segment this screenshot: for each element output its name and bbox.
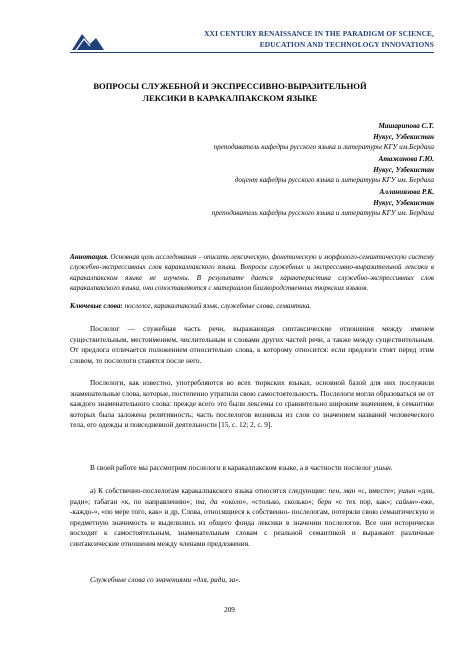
author-block-1: [60, 121, 434, 153]
p4-text: «для, ради»; табаган «к, по направлению»;: [70, 486, 434, 506]
author-block-2: [60, 154, 434, 186]
author-position: доцент кафедры русского языка и литературы КГУ им. Бердаха: [234, 176, 434, 185]
header-divider: [70, 52, 434, 53]
body-paragraph-4: [70, 486, 434, 550]
article-title: [60, 80, 400, 104]
p4-text: «с тех пор, как»;: [331, 496, 396, 506]
author-block-3: [60, 187, 434, 219]
p3-end: .: [390, 463, 393, 472]
body-paragraph-2: Послелоги, как известно, употребляются во всех тюркских языках, основной базой для них послужили знаменательные слова, которые, постепенно утратили свою самостоятельность. Послелоги могли образоваться не от каждого знаменательного слова: прежде всего это были лексемы со сравнительно широким значением, в семантике которых была заложена релятивность; часть послелогов возникла из слов со значением названий человеческого тела, его одежды и повседневной деятельности [15, с. 12; 2, с. 9].: [70, 378, 434, 430]
abstract-text: Основная цель исследования – описать лексическую, фонетическую и морфолого-семантическую систему служебно-экспрессивных слов каракалпакского языка. Вопросы служебных и экспрессивно-выразительной лексики в каракалпакском языке не изучены. В результате дается характеристика служебно-экспрессивных слов каракалпакского языка, они сопоставляются с материалом близкородственных тюркских языков.: [70, 253, 434, 293]
author-name: Алланиязова Р.К.: [379, 188, 434, 196]
body-paragraph-3: [70, 463, 434, 474]
p4-term: пен, ман: [328, 486, 356, 495]
author-name: Атажанова Г.Ю.: [378, 155, 434, 163]
journal-header: [132, 28, 434, 50]
abstract-label: Аннотация.: [70, 253, 109, 261]
page-number: 209: [224, 606, 235, 614]
keywords-text: послелог, каракалпакский язык, служебные слова, семантика.: [122, 302, 312, 310]
p4-term: сайын: [395, 496, 415, 506]
keywords: [70, 301, 434, 311]
author-position: преподаватель кафедры русского языка и литературы КГУ им.Бердаха: [213, 143, 434, 152]
p4-text: «около», «столько, сколько»;: [217, 496, 318, 506]
abstract: [70, 252, 434, 294]
article-title-line1: ВОПРОСЫ СЛУЖЕБНОЙ И ЭКСПРЕССИВНО-ВЫРАЗИТЕЛЬНОЙ: [93, 81, 367, 91]
journal-header-line2: EDUCATION AND TECHNOLOGY INNOVATIONS: [259, 40, 434, 49]
p4-term: та, да: [195, 496, 218, 506]
author-city: Нукус, Узбекистан: [373, 165, 434, 174]
p4-text: »-еже, -каждо-», «по мере того, как» и др. Слова, относящиеся к собственно- послелогам, потеряли свою семантическую и предметную значимость и выделились из общего фонда лексики в значении послелогов. Все они исторически восходят к самостоятельным, знаменательным словам с реальной семантикой и выражают различные синтаксические отношения между членами предложения.: [70, 496, 434, 548]
author-name: Машарипова С.Т.: [378, 122, 434, 130]
p4-text: а) К собственно-послелогам каракалпакского языка относятся следующие:: [90, 486, 329, 495]
author-position: преподаватель кафедры русского языка и литературы КГУ им. Бердаха: [211, 209, 434, 218]
article-title-line2: ЛЕКСИКИ В КАРАКАЛПАКСКОМ ЯЗЫКЕ: [142, 93, 318, 103]
p4-text: «с, вместе»;: [355, 486, 399, 495]
body-paragraph-5: Служебные слова со значениями «для, ради, за».: [90, 575, 241, 584]
p3-text: В своей работе мы рассмотрим послелоги в каракалпакском языке, а в частности послелог: [90, 463, 374, 472]
p3-term: ушын: [373, 463, 391, 472]
body-paragraph-1: Послелог — служебная часть речи, выражающая синтаксические отношения между именем существительным, местоимением, числительным и словами других частей речи, а также между существительным. От предлога отличается положением относительно слова, к которому относится: если предлоги стоят перед этим словом, то послелоги ставятся после него.: [70, 324, 434, 365]
p4-term: берн: [317, 496, 332, 506]
journal-logo-icon: [70, 30, 106, 52]
p4-term: ушын: [398, 486, 416, 495]
journal-header-line1: XXI CENTURY RENAISSANCE IN THE PARADIGM OF SCIENCE,: [204, 29, 434, 38]
keywords-label: Ключевые слова:: [70, 302, 123, 310]
author-city: Нукус, Узбекистан: [373, 198, 434, 207]
author-city: Нукус, Узбекистан: [373, 132, 434, 141]
